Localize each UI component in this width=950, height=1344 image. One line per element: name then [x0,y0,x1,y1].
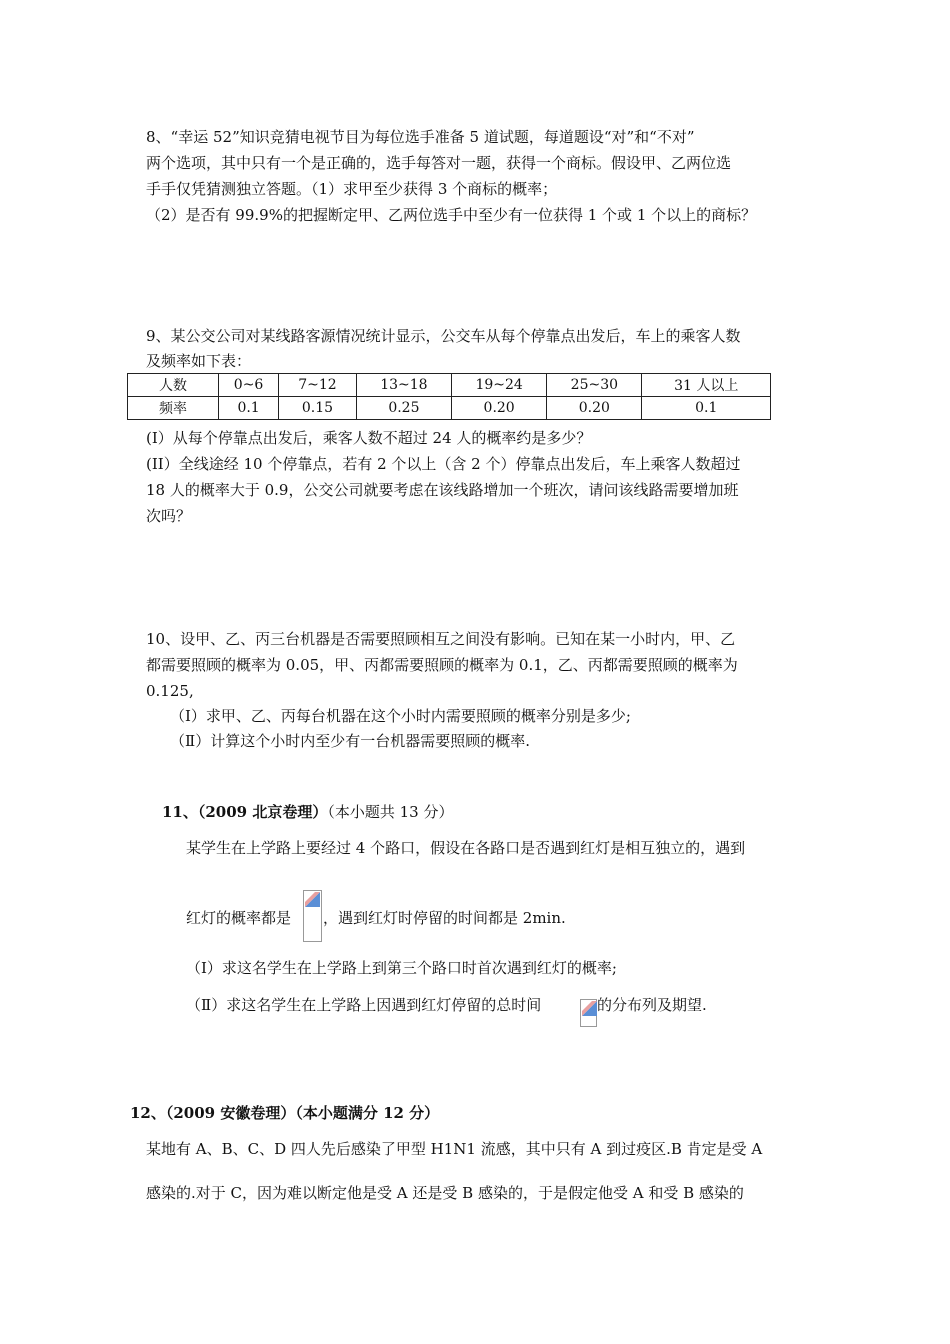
q12-number: 12、 [130,1104,166,1122]
q9-part-1: (I）从每个停靠点出发后，乘客人数不超过 24 人的概率约是多少？ [146,429,592,447]
q10-line-1: 10、设甲、乙、丙三台机器是否需要照顾相互之间没有影响。已知在某一小时内，甲、乙 [146,630,736,648]
q10-line-3: 0.125, [146,682,194,700]
q11-source: （2009 北京卷理） [197,803,328,821]
table-cell: 0.20 [452,397,547,420]
q11-number: 11、 [162,803,198,821]
q11-part-2-suffix: 的分布列及期望. [597,996,707,1014]
table-row-header: 频率 [128,397,219,420]
q11-part-2-prefix: （Ⅱ）求这名学生在上学路上因遇到红灯停留的总时间 [186,996,542,1014]
variable-xi-image [580,999,597,1027]
q8-line-3: 手手仅凭猜测独立答题。（1）求甲至少获得 3 个商标的概率； [146,180,558,198]
frequency-table [127,373,771,420]
q11-score: （本小题共 13 分） [327,803,454,821]
q9-part-2-line-2: 18 人的概率大于 0.9，公交公司就要考虑在该线路增加一个班次，请问该线路需要增加班 [146,481,739,499]
table-row [128,397,771,420]
q11-part-1: （Ⅰ）求这名学生在上学路上到第三个路口时首次遇到红灯的概率; [186,959,617,977]
q8-line-2: 两个选项，其中只有一个是正确的，选手每答对一题，获得一个商标。假设甲、乙两位选 [146,154,732,172]
table-cell: 0.1 [219,397,279,420]
q10-part-1: （Ⅰ）求甲、乙、丙每台机器在这个小时内需要照顾的概率分别是多少; [170,707,631,725]
table-column-header: 0~6 [219,374,279,397]
q12-line-1: 某地有 A、B、C、D 四人先后感染了甲型 H1N1 流感，其中只有 A 到过疫区.B 肯定是受 A [146,1140,763,1158]
table-cell: 0.15 [279,397,357,420]
q11-heading [162,802,453,822]
q9-part-2-line-1: (II）全线途经 10 个停靠点，若有 2 个以上（含 2 个）停靠点出发后，车上乘客人数超过 [146,455,741,473]
q12-line-2: 感染的.对于 C，因为难以断定他是受 A 还是受 B 感染的，于是假定他受 A 和受 B 感染的 [146,1184,744,1202]
probability-formula-image [303,890,322,942]
table-row-header: 人数 [128,374,219,397]
q11-line-1: 某学生在上学路上要经过 4 个路口，假设在各路口是否遇到红灯是相互独立的，遇到 [186,839,746,857]
q9-line-1: 9、某公交公司对某线路客源情况统计显示，公交车从每个停靠点出发后，车上的乘客人数 [146,327,741,345]
q9-part-2-line-3: 次吗？ [146,507,192,525]
q11-line-2-prefix: 红灯的概率都是 [186,909,292,927]
q12-heading [130,1103,439,1123]
q11-line-2-suffix: ，遇到红灯时停留的时间都是 2min. [323,909,566,927]
table-column-header: 19~24 [452,374,547,397]
table-column-header: 13~18 [356,374,451,397]
q10-line-2: 都需要照顾的概率为 0.05，甲、丙都需要照顾的概率为 0.1，乙、丙都需要照顾的概率为 [146,656,738,674]
q8-line-1: 8、“幸运 52”知识竞猜电视节目为每位选手准备 5 道试题，每道题设“对”和“不对” [146,128,695,146]
table-cell: 0.25 [356,397,451,420]
table-column-header: 25~30 [547,374,642,397]
table-row [128,374,771,397]
table-cell: 0.1 [642,397,771,420]
table-column-header: 7~12 [279,374,357,397]
broken-image-icon [582,1001,597,1016]
q10-part-2: （Ⅱ）计算这个小时内至少有一台机器需要照顾的概率. [170,732,530,750]
table-cell: 0.20 [547,397,642,420]
table-column-header: 31 人以上 [642,374,771,397]
q9-line-2: 及频率如下表： [146,352,252,370]
broken-image-icon [305,892,320,907]
q8-line-4: （2）是否有 99.9%的把握断定甲、乙两位选手中至少有一位获得 1 个或 1 个以上的商标？ [146,206,757,224]
q12-source: （2009 安徽卷理）（本小题满分 12 分） [165,1104,440,1122]
